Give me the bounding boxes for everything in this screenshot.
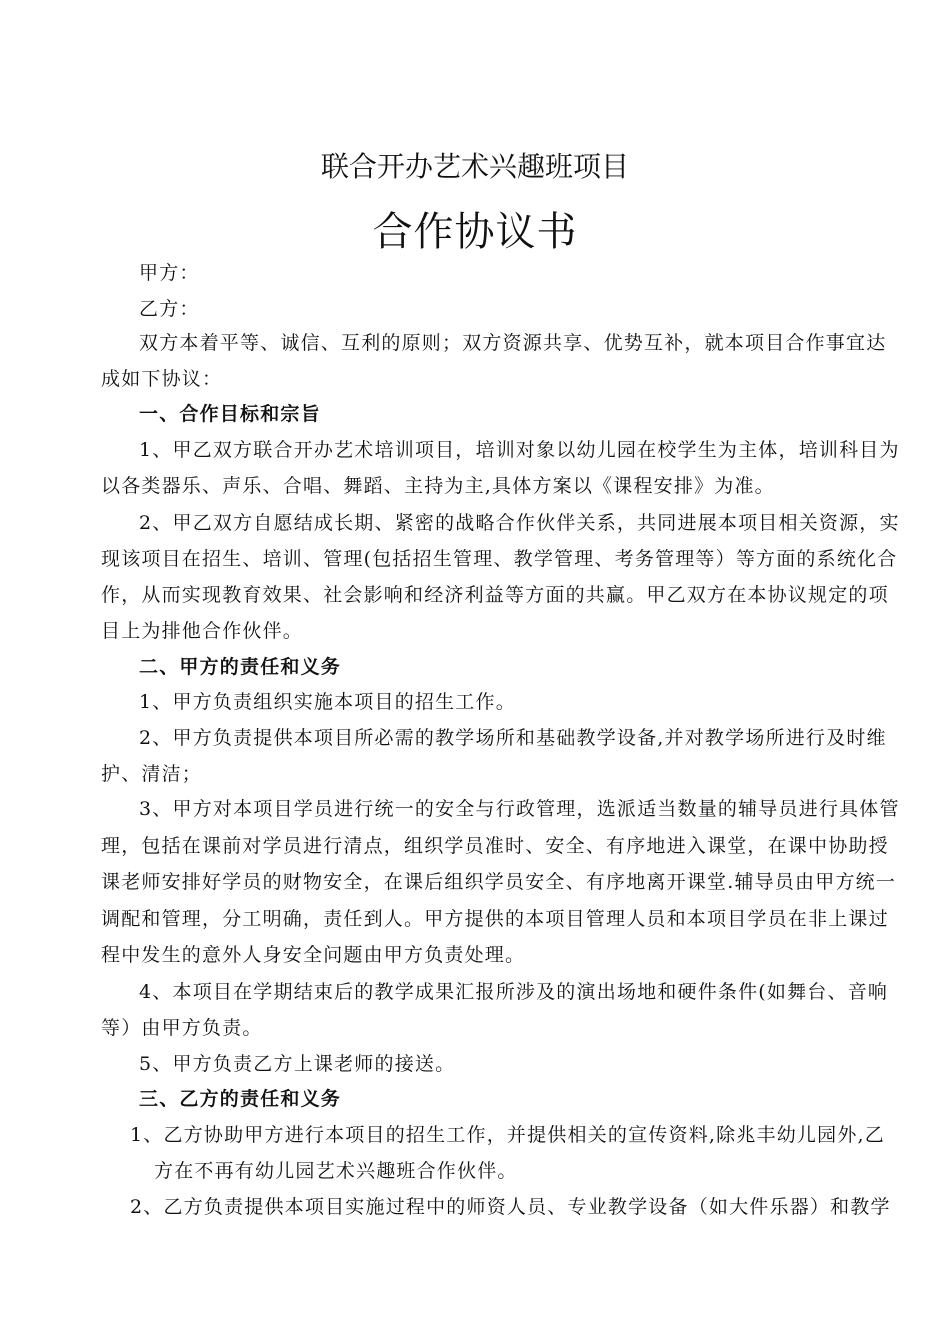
paragraph-line: 1、乙方协助甲方进行本项目的招生工作，并提供相关的宣传资料,除兆丰幼儿园外,乙: [130, 1124, 885, 1146]
paragraph-line: 等）由甲方负责。: [101, 1017, 263, 1039]
paragraph-line: 1、甲方负责组织实施本项目的招生工作。: [139, 691, 516, 713]
paragraph-line: 调配和管理，分工明确，责任到人。甲方提供的本项目管理人员和本项目学员在非上课过: [101, 908, 889, 930]
paragraph-line: 现该项目在招生、培训、管理(包括招生管理、教学管理、考务管理等）等方面的系统化合: [101, 548, 898, 570]
section-heading: 二、甲方的责任和义务: [139, 656, 342, 678]
section-heading: 一、合作目标和宗旨: [139, 403, 321, 425]
paragraph-line: 作，从而实现教育效果、社会影响和经济利益等方面的共赢。甲乙双方在本协议规定的项: [101, 584, 889, 606]
paragraph-line: 程中发生的意外人身安全问题由甲方负责处理。: [101, 944, 526, 966]
party-b-label: 乙方：: [139, 298, 200, 320]
paragraph-line: 2、甲乙双方自愿结成长期、紧密的战略合作伙伴关系，共同进展本项目相关资源，实: [139, 512, 900, 534]
paragraph-line: 4、本项目在学期结束后的教学成果汇报所涉及的演出场地和硬件条件(如舞台、音响: [139, 981, 889, 1003]
paragraph-line: 2、乙方负责提供本项目实施过程中的师资人员、专业教学设备（如大件乐器）和教学: [130, 1196, 891, 1218]
preamble-line: 成如下协议：: [101, 368, 223, 390]
paragraph-line: 理，包括在课前对学员进行清点，组织学员准时、安全、有序地进入课堂，在课中协助授: [101, 835, 889, 857]
preamble-line: 双方本着平等、诚信、互利的原则；双方资源共享、优势互补，就本项目合作事宜达: [139, 332, 887, 354]
paragraph-line: 以各类器乐、声乐、合唱、舞蹈、主持为主,具体方案以《课程安排》为准。: [101, 475, 775, 497]
paragraph-line: 2、甲方负责提供本项目所必需的教学场所和基础教学设备,并对教学场所进行及时维: [139, 727, 887, 749]
paragraph-line: 1、甲乙双方联合开办艺术培训项目，培训对象以幼儿园在校学生为主体，培训科目为: [139, 439, 900, 461]
paragraph-line: 5、甲方负责乙方上课老师的接送。: [139, 1053, 456, 1075]
paragraph-line: 方在不再有幼儿园艺术兴趣班合作伙伴。: [154, 1160, 518, 1182]
party-a-label: 甲方：: [139, 262, 200, 284]
paragraph-line: 目上为排他合作伙伴。: [101, 620, 304, 642]
paragraph-line: 课老师安排好学员的财物安全，在课后组织学员安全、有序地离开课堂.辅导员由甲方统一: [101, 871, 897, 893]
document-title-line2: 合作协议书: [372, 209, 578, 255]
document-title-line1: 联合开办艺术兴趣班项目: [320, 150, 629, 183]
paragraph-line: 3、甲方对本项目学员进行统一的安全与行政管理，选派适当数量的辅导员进行具体管: [139, 798, 900, 820]
section-heading: 三、乙方的责任和义务: [139, 1088, 342, 1110]
paragraph-line: 护、清洁；: [101, 763, 203, 785]
